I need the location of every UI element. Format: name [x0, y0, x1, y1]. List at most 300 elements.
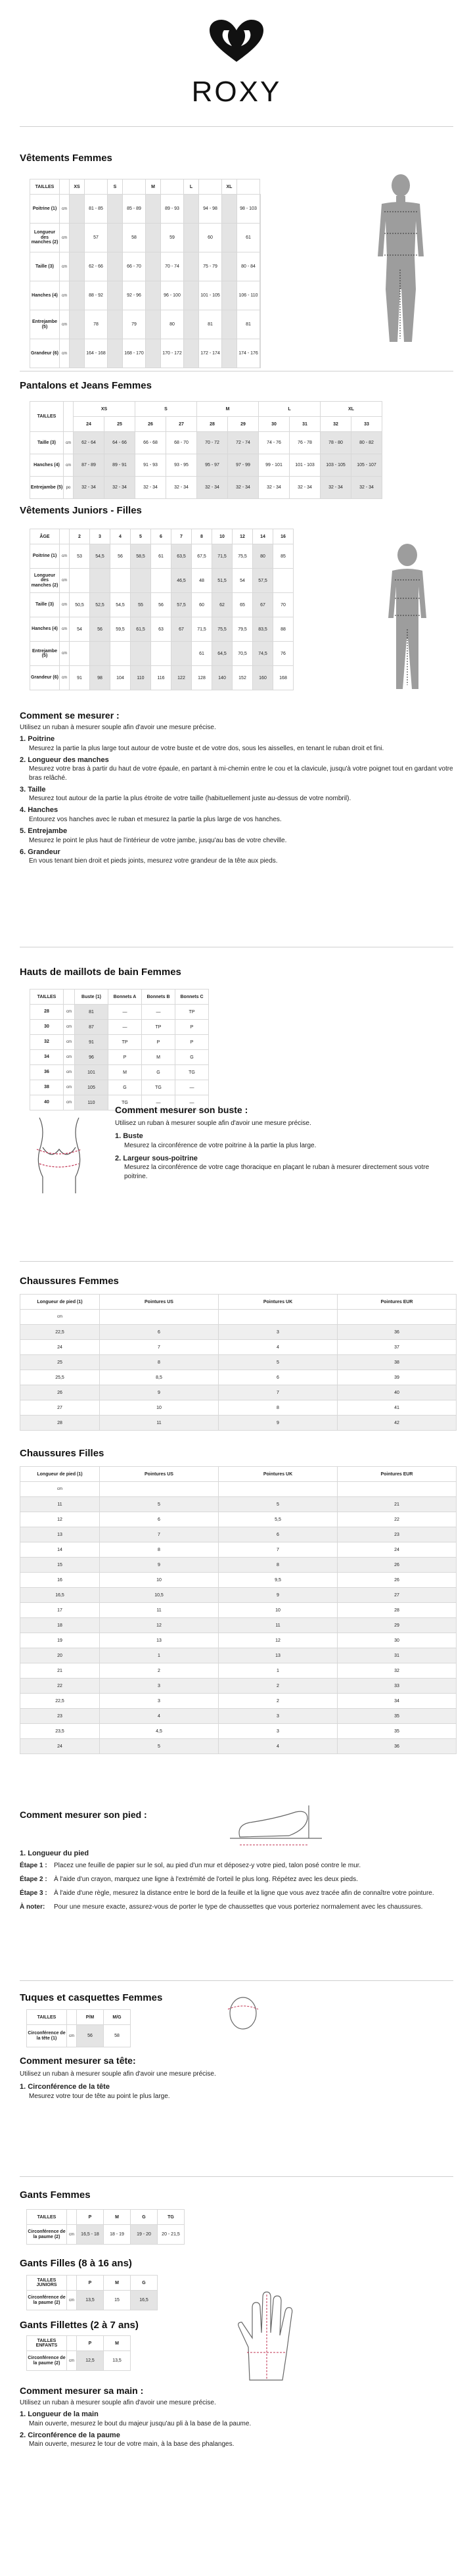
- value-cell: [184, 195, 199, 224]
- value-cell: [108, 281, 123, 310]
- how-item-title: 5. Entrejambe: [20, 827, 68, 836]
- value-cell: 56: [77, 2025, 104, 2047]
- unit-cell: cm: [64, 432, 74, 454]
- value-cell: 5: [100, 1739, 219, 1754]
- value-cell: 62 - 64: [74, 432, 104, 454]
- how-title: Comment mesurer sa main :: [20, 2385, 144, 2396]
- how-list: [115, 1132, 450, 1181]
- value-cell: 39: [338, 1370, 457, 1385]
- header-cell: 30: [259, 417, 290, 432]
- value-cell: 3: [219, 1709, 338, 1724]
- value-cell: 75,5: [212, 617, 233, 642]
- row-label: 34: [30, 1050, 64, 1065]
- header-cell: [67, 2210, 77, 2225]
- table-row: [30, 569, 294, 593]
- value-cell: 58,5: [131, 544, 151, 569]
- table-header-row: [27, 2010, 131, 2025]
- value-cell: 101 - 103: [290, 454, 321, 477]
- how-item-text: Main ouverte, mesurez le tour de votre main, à la base des phalanges.: [29, 2441, 235, 2448]
- step-label: Étape 2 :: [20, 1875, 47, 1883]
- table-row: [30, 617, 294, 642]
- value-cell: 32 - 34: [259, 477, 290, 499]
- table-row: [30, 432, 382, 454]
- table-row: [20, 1709, 457, 1724]
- table-header-row: [30, 179, 261, 195]
- value-cell: 80 - 82: [351, 432, 382, 454]
- table-row: [30, 477, 382, 499]
- header-cell: Bonnets B: [142, 990, 175, 1005]
- value-cell: [184, 281, 199, 310]
- head-item-text: Mesurez votre tour de tête au point le plus large.: [29, 2092, 170, 2100]
- value-cell: 56: [110, 544, 131, 569]
- value-cell: TP: [175, 1005, 209, 1020]
- header-cell: Pointures UK: [219, 1467, 338, 1482]
- unit-row: [20, 1482, 457, 1497]
- table-row: [20, 1724, 457, 1739]
- value-cell: 83,5: [253, 617, 273, 642]
- row-label: 13: [20, 1527, 100, 1542]
- value-cell: 11: [100, 1603, 219, 1618]
- value-cell: 22: [338, 1512, 457, 1527]
- value-cell: 4: [100, 1709, 219, 1724]
- value-cell: cm: [64, 1080, 75, 1095]
- value-cell: cm: [64, 1035, 75, 1050]
- value-cell: 59: [161, 224, 184, 252]
- value-cell: 32 - 34: [290, 477, 321, 499]
- value-cell: 91 - 93: [135, 454, 166, 477]
- table-header-row: [30, 529, 294, 544]
- header-cell: [60, 179, 70, 195]
- unit-cell: cm: [60, 310, 70, 339]
- value-cell: 74 - 76: [259, 432, 290, 454]
- value-cell: 10,5: [100, 1588, 219, 1603]
- value-cell: [110, 642, 131, 666]
- row-label: Circonférence de la paume (2): [27, 2291, 67, 2310]
- row-label: Hanches (4): [30, 281, 60, 310]
- unit-cell: cm: [60, 252, 70, 281]
- value-cell: [131, 569, 151, 593]
- foot-step: [20, 1861, 453, 1870]
- how-title: Comment mesurer son buste :: [115, 1105, 248, 1115]
- value-cell: 54: [70, 617, 90, 642]
- value-cell: 27: [338, 1588, 457, 1603]
- table-row: [30, 1035, 209, 1050]
- value-cell: 7: [100, 1527, 219, 1542]
- value-cell: [100, 1310, 219, 1325]
- juniors-section: [0, 505, 473, 680]
- value-cell: [70, 642, 90, 666]
- value-cell: [108, 195, 123, 224]
- table-row: [30, 339, 261, 368]
- value-cell: 56: [151, 593, 171, 617]
- table-row: [20, 1694, 457, 1709]
- value-cell: P: [175, 1020, 209, 1035]
- table-row: [20, 1679, 457, 1694]
- value-cell: 32 - 34: [166, 477, 197, 499]
- value-cell: 13,5: [104, 2351, 131, 2371]
- header-cell: M: [197, 402, 259, 417]
- value-cell: [100, 1482, 219, 1497]
- how-item-title: 4. Hanches: [20, 806, 58, 815]
- value-cell: 31: [338, 1648, 457, 1663]
- step-text: À l'aide d'une règle, mesurez la distance entre le bord de la feuille et la ligne que vous avez tracée afin de connaître votre pointure.: [54, 1889, 434, 1897]
- value-cell: 110: [131, 666, 151, 690]
- table-row: [20, 1400, 457, 1416]
- row-label: 28: [20, 1416, 100, 1431]
- girls-glove-table: [26, 2275, 158, 2310]
- value-cell: [70, 310, 85, 339]
- how-item-title: 2. Circonférence de la paume: [20, 2431, 120, 2439]
- header-cell: TAILLES JUNIORS: [27, 2276, 67, 2291]
- value-cell: 63: [151, 617, 171, 642]
- header-cell: [123, 179, 146, 195]
- value-cell: [338, 1310, 457, 1325]
- value-cell: 13,5: [77, 2291, 104, 2310]
- table-row: [30, 1050, 209, 1065]
- value-cell: 50,5: [70, 593, 90, 617]
- value-cell: 9: [219, 1588, 338, 1603]
- row-label: 25: [20, 1355, 100, 1370]
- value-cell: 54,5: [110, 593, 131, 617]
- header-cell: 6: [151, 529, 171, 544]
- header-cell: 12: [233, 529, 253, 544]
- women-size-table: [30, 179, 261, 368]
- value-cell: 170 - 172: [161, 339, 184, 368]
- value-cell: [184, 224, 199, 252]
- table-row: [30, 1020, 209, 1035]
- unit-cell: cm: [60, 593, 70, 617]
- value-cell: 10: [100, 1400, 219, 1416]
- table-header-row: [20, 1295, 457, 1310]
- value-cell: [184, 310, 199, 339]
- value-cell: 70,5: [233, 642, 253, 666]
- brand-name: ROXY: [191, 76, 282, 108]
- value-cell: 85: [273, 544, 294, 569]
- value-cell: [70, 339, 85, 368]
- unit-cell: cm: [67, 2225, 77, 2245]
- shoes-women-section: [0, 1276, 473, 1425]
- value-cell: [260, 281, 261, 310]
- value-cell: 19 - 20: [131, 2225, 158, 2245]
- header-cell: 26: [135, 417, 166, 432]
- table-header-row: [30, 402, 382, 417]
- value-cell: 12,5: [77, 2351, 104, 2371]
- value-cell: 88 - 92: [85, 281, 108, 310]
- value-cell: 18 - 19: [104, 2225, 131, 2245]
- row-label: Grandeur (6): [30, 666, 60, 690]
- value-cell: 104: [110, 666, 131, 690]
- header-cell: Pointures EUR: [338, 1467, 457, 1482]
- table-row: [20, 1558, 457, 1573]
- value-cell: [146, 224, 161, 252]
- step-text: Pour une mesure exacte, assurez-vous de porter le type de chaussettes que vous porteriez normalement avec les chaussures.: [54, 1903, 423, 1911]
- value-cell: 61,5: [131, 617, 151, 642]
- header-cell: XS: [70, 179, 85, 195]
- value-cell: 80: [161, 310, 184, 339]
- value-cell: cm: [64, 1095, 75, 1110]
- value-cell: 29: [338, 1618, 457, 1633]
- value-cell: 94 - 98: [199, 195, 222, 224]
- juniors-size-table: [30, 529, 294, 690]
- value-cell: 98 - 103: [237, 195, 260, 224]
- value-cell: 16,5 - 18: [77, 2225, 104, 2245]
- how-to-measure: [0, 710, 473, 866]
- value-cell: [260, 252, 261, 281]
- value-cell: 12: [100, 1618, 219, 1633]
- value-cell: 71,5: [212, 544, 233, 569]
- bust-illustration-icon: [26, 1111, 92, 1197]
- unit-cell: cm: [60, 339, 70, 368]
- value-cell: 89 - 91: [104, 454, 135, 477]
- how-title: Comment se mesurer :: [20, 710, 120, 721]
- value-cell: [70, 252, 85, 281]
- header-cell: 25: [104, 417, 135, 432]
- value-cell: 7: [219, 1385, 338, 1400]
- header-cell: M: [104, 2276, 131, 2291]
- logo-block: [0, 13, 473, 125]
- value-cell: P: [142, 1035, 175, 1050]
- value-cell: [146, 339, 161, 368]
- value-cell: 160: [253, 666, 273, 690]
- value-cell: 65: [233, 593, 253, 617]
- value-cell: 164 - 168: [85, 339, 108, 368]
- unit-cell: cm: [67, 2025, 77, 2047]
- header-cell: 27: [166, 417, 197, 432]
- value-cell: [260, 195, 261, 224]
- row-label: 12: [20, 1512, 100, 1527]
- value-cell: 76: [273, 642, 294, 666]
- value-cell: [70, 569, 90, 593]
- value-cell: 6: [219, 1527, 338, 1542]
- row-label: Hanches (4): [30, 454, 64, 477]
- how-intro: Utilisez un ruban à mesurer souple afin d'avoir une mesure précise.: [20, 2070, 216, 2078]
- header-cell: Bonnets A: [108, 990, 142, 1005]
- header-cell: M: [146, 179, 161, 195]
- row-label: 38: [30, 1080, 64, 1095]
- table-row: [27, 2291, 158, 2310]
- value-cell: 174 - 176: [237, 339, 260, 368]
- step-text: À l'aide d'un crayon, marquez une ligne à l'extrémité de l'orteil le plus long. Répétez avec les deux pieds.: [54, 1875, 358, 1883]
- value-cell: [260, 310, 261, 339]
- value-cell: 35: [338, 1709, 457, 1724]
- value-cell: [108, 252, 123, 281]
- table-header-row: [27, 2210, 185, 2225]
- value-cell: 64,5: [212, 642, 233, 666]
- value-cell: G: [108, 1080, 142, 1095]
- how-item-title: 2. Longueur des manches: [20, 755, 109, 764]
- row-label: 25,5: [20, 1370, 100, 1385]
- table-row: [20, 1416, 457, 1431]
- value-cell: 8,5: [100, 1370, 219, 1385]
- value-cell: [151, 642, 171, 666]
- header-cell: TAILLES: [30, 179, 60, 195]
- row-label: 15: [20, 1558, 100, 1573]
- value-cell: 32 - 34: [228, 477, 259, 499]
- row-label: 21: [20, 1663, 100, 1679]
- header-cell: XL: [321, 402, 382, 417]
- header-cell: TG: [158, 2210, 185, 2225]
- value-cell: 66 - 70: [123, 252, 146, 281]
- row-label: 17: [20, 1603, 100, 1618]
- foot-step: [20, 1903, 453, 1911]
- value-cell: 13: [219, 1648, 338, 1663]
- value-cell: 81: [75, 1005, 108, 1020]
- value-cell: —: [142, 1095, 175, 1110]
- header-cell: [85, 179, 108, 195]
- value-cell: 8: [219, 1558, 338, 1573]
- value-cell: 85 - 89: [123, 195, 146, 224]
- row-label: Longueur des manches (2): [30, 569, 60, 593]
- value-cell: 3: [219, 1724, 338, 1739]
- header-cell: TAILLES ENFANTS: [27, 2336, 67, 2351]
- how-intro: Utilisez un ruban à mesurer souple afin d'avoir une mesure précise.: [115, 1120, 311, 1127]
- value-cell: P: [108, 1050, 142, 1065]
- unit-cell: cm: [64, 454, 74, 477]
- header-cell: M: [104, 2210, 131, 2225]
- table-header-row: [27, 2336, 131, 2351]
- value-cell: 61: [237, 224, 260, 252]
- value-cell: TG: [175, 1065, 209, 1080]
- header-cell: S: [108, 179, 123, 195]
- women-shoe-table: [20, 1294, 457, 1431]
- value-cell: 5: [100, 1497, 219, 1512]
- header-cell: Pointures UK: [219, 1295, 338, 1310]
- value-cell: 93 - 95: [166, 454, 197, 477]
- value-cell: —: [142, 1005, 175, 1020]
- header-cell: Bonnets C: [175, 990, 209, 1005]
- table-row: [30, 281, 261, 310]
- row-label: 11: [20, 1497, 100, 1512]
- row-label: Longueur des manches (2): [30, 224, 60, 252]
- row-label: Taille (3): [30, 593, 60, 617]
- table-row: [30, 310, 261, 339]
- row-label: 20: [20, 1648, 100, 1663]
- header-cell: 8: [192, 529, 212, 544]
- row-label: Poitrine (1): [30, 195, 60, 224]
- value-cell: 34: [338, 1694, 457, 1709]
- value-cell: 6: [219, 1370, 338, 1385]
- row-label: 23: [20, 1709, 100, 1724]
- table-row: [20, 1325, 457, 1340]
- unit-row: [20, 1310, 457, 1325]
- value-cell: 3: [100, 1679, 219, 1694]
- table-row: [20, 1542, 457, 1558]
- header-cell: 2: [70, 529, 90, 544]
- row-label: 18: [20, 1618, 100, 1633]
- how-item-title: 6. Grandeur: [20, 847, 60, 856]
- value-cell: 32 - 34: [104, 477, 135, 499]
- header-cell: TAILLES: [27, 2210, 67, 2225]
- value-cell: 105: [75, 1080, 108, 1095]
- value-cell: 53: [70, 544, 90, 569]
- value-cell: 79,5: [233, 617, 253, 642]
- value-cell: 32 - 34: [197, 477, 228, 499]
- value-cell: 42: [338, 1416, 457, 1431]
- hats-section: [0, 1992, 473, 2100]
- table-row: [20, 1385, 457, 1400]
- header-cell: TAILLES: [30, 402, 64, 432]
- how-item-text: Main ouverte, mesurez le bout du majeur jusqu'au pli à la base de la paume.: [29, 2420, 252, 2427]
- value-cell: 55: [131, 593, 151, 617]
- value-cell: 91: [75, 1035, 108, 1050]
- row-label: Circonférence de la tête (1): [27, 2025, 67, 2047]
- table-row: [30, 1080, 209, 1095]
- value-cell: [108, 339, 123, 368]
- value-cell: [171, 642, 192, 666]
- value-cell: 79: [123, 310, 146, 339]
- table-row: [30, 1065, 209, 1080]
- header-cell: [237, 179, 260, 195]
- value-cell: —: [175, 1080, 209, 1095]
- value-cell: [260, 339, 261, 368]
- header-cell: 7: [171, 529, 192, 544]
- value-cell: cm: [64, 1005, 75, 1020]
- value-cell: [70, 224, 85, 252]
- row-label: Circonférence de la paume (2): [27, 2351, 67, 2371]
- value-cell: 5: [219, 1355, 338, 1370]
- value-cell: 64 - 66: [104, 432, 135, 454]
- header-cell: G: [131, 2276, 158, 2291]
- how-intro: Utilisez un ruban à mesurer souple afin d'avoir une mesure précise.: [20, 2399, 216, 2406]
- row-label: 14: [20, 1542, 100, 1558]
- value-cell: 12: [219, 1633, 338, 1648]
- value-cell: 59,5: [110, 617, 131, 642]
- value-cell: 140: [212, 666, 233, 690]
- women-glove-table: [26, 2209, 185, 2245]
- value-cell: 68 - 70: [166, 432, 197, 454]
- header-cell: [199, 179, 222, 195]
- table-row: [30, 544, 294, 569]
- value-cell: 52,5: [90, 593, 110, 617]
- how-item-text: Entourez vos hanches avec le ruban et mesurez la partie la plus large de vos hanches.: [29, 816, 282, 823]
- value-cell: 63,5: [171, 544, 192, 569]
- foot-step: [20, 1889, 453, 1897]
- table-row: [27, 2025, 131, 2047]
- how-title: Comment mesurer sa tête:: [20, 2055, 136, 2066]
- header-cell: L: [184, 179, 199, 195]
- value-cell: 4: [219, 1739, 338, 1754]
- table-row: [20, 1588, 457, 1603]
- girls-shoe-table: [20, 1466, 457, 1754]
- row-label: 22,5: [20, 1694, 100, 1709]
- shoes-girls-section: [0, 1448, 473, 1749]
- unit-cell: cm: [20, 1482, 100, 1497]
- value-cell: 4,5: [100, 1724, 219, 1739]
- row-label: Entrejambe (5): [30, 477, 64, 499]
- unit-cell: cm: [60, 224, 70, 252]
- header-cell: 29: [228, 417, 259, 432]
- value-cell: 70 - 74: [161, 252, 184, 281]
- value-cell: [146, 310, 161, 339]
- value-cell: 98: [90, 666, 110, 690]
- section-title: Pantalons et Jeans Femmes: [20, 380, 152, 391]
- unit-cell: cm: [60, 642, 70, 666]
- value-cell: 71,5: [192, 617, 212, 642]
- section-title: Chaussures Femmes: [20, 1276, 119, 1287]
- foot-steps: [20, 1861, 453, 1912]
- value-cell: 2: [219, 1679, 338, 1694]
- header-cell: Pointures EUR: [338, 1295, 457, 1310]
- value-cell: 61: [151, 544, 171, 569]
- header-cell: M/G: [104, 2010, 131, 2025]
- unit-cell: cm: [67, 2351, 77, 2371]
- table-row: [30, 1005, 209, 1020]
- value-cell: 37: [338, 1340, 457, 1355]
- value-cell: 61: [192, 642, 212, 666]
- table-row: [20, 1497, 457, 1512]
- header-cell: P: [77, 2210, 104, 2225]
- row-label: 32: [30, 1035, 64, 1050]
